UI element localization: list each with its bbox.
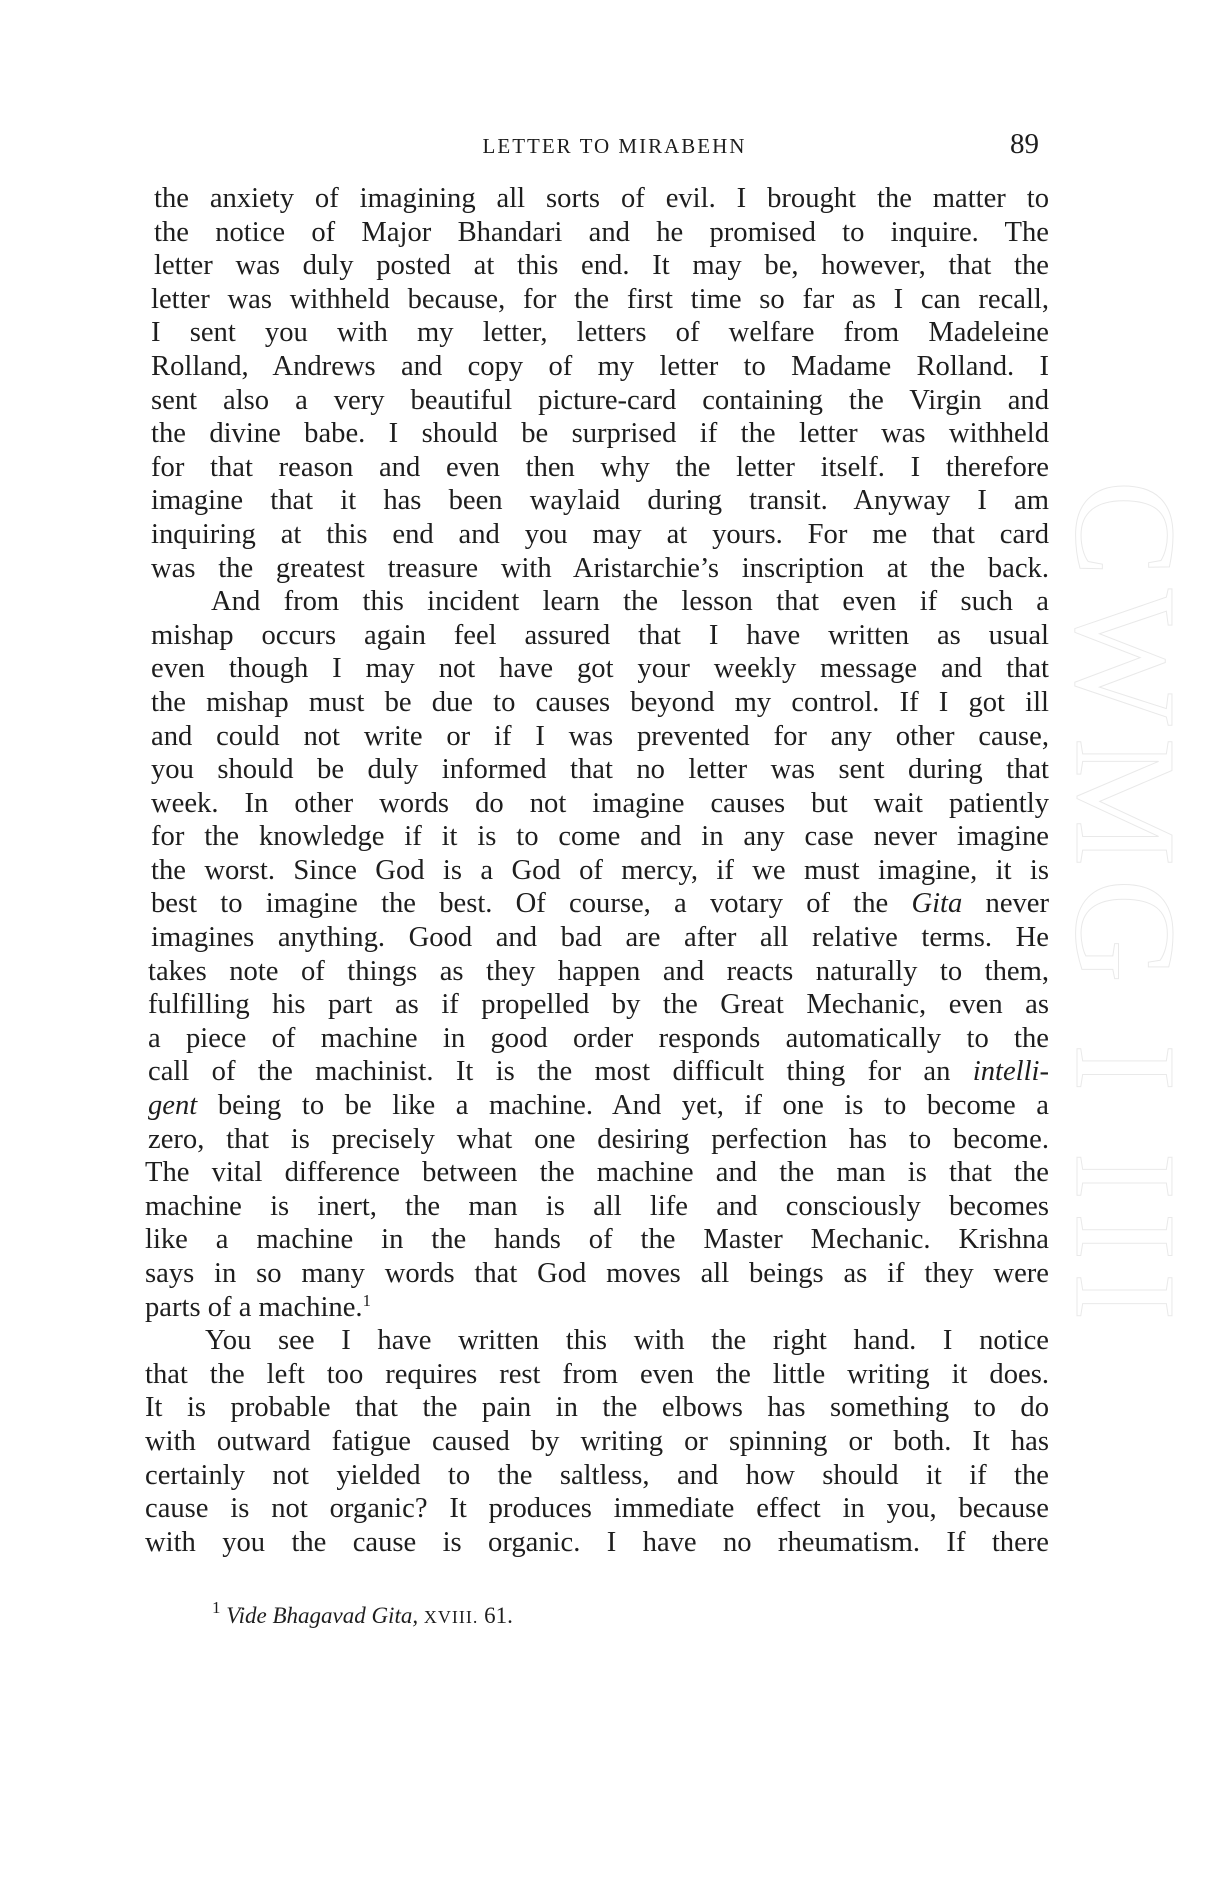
text-line [151, 887, 1049, 921]
text-line: week. In other words do not imagine causes but wait patiently [151, 787, 1049, 819]
page-number: 89 [1010, 128, 1039, 160]
text-line: the mishap must be due to causes beyond my control. If I got ill [151, 686, 1049, 718]
italic-term: gent [148, 1090, 198, 1122]
text-segment: never [985, 888, 1050, 920]
text-line: the anxiety of imagining all sorts of evil. I brought the matter to [154, 183, 1049, 214]
text-line: and could not write or if I was prevented for any other cause, [151, 720, 1049, 752]
text-line: zero, that is precisely what one desiring perfection has to become. [148, 1123, 1049, 1155]
text-segment: best to imagine the best. Of course, a votary of the [151, 888, 889, 920]
text-line: letter was withheld because, for the first time so far as I can recall, [151, 283, 1049, 315]
text-line: says in so many words that God moves all beings as if they were [145, 1258, 1049, 1289]
text-line: that the left too requires rest from even the little writing it does. [145, 1358, 1049, 1390]
text-line: imagines anything. Good and bad are after all relative terms. He [151, 922, 1049, 954]
text-line: machine is inert, the man is all life and consciously becomes [145, 1190, 1049, 1222]
text-line: the divine babe. I should be surprised if the letter was withheld [151, 418, 1049, 450]
text-segment: parts of a machine. [145, 1291, 363, 1323]
text-line: imagine that it has been waylaid during transit. Anyway I am [151, 485, 1049, 517]
text-line: certainly not yielded to the saltless, and how should it if the [145, 1459, 1049, 1491]
text-line: you should be duly informed that no letter was sent during that [151, 754, 1049, 786]
text-line: inquiring at this end and you may at yours. For me that card [151, 518, 1049, 550]
footnote-verse: 61. [484, 1603, 513, 1628]
text-line [148, 1055, 1049, 1089]
running-header: LETTER TO MIRABEHN [482, 134, 747, 158]
footnote-reference[interactable]: 1 [362, 1290, 372, 1310]
text-line: sent also a very beautiful picture-card containing the Virgin and [151, 384, 1049, 416]
text-line: takes note of things as they happen and reacts naturally to them, [148, 955, 1049, 987]
text-line: Rolland, Andrews and copy of my letter to Madame Rolland. I [151, 350, 1049, 382]
text-line [148, 1089, 1049, 1123]
text-line: the worst. Since God is a God of mercy, if we must imagine, it is [151, 854, 1049, 886]
text-line [145, 1291, 1049, 1325]
text-line: fulfilling his part as if propelled by the Great Mechanic, even as [148, 989, 1049, 1021]
watermark [1045, 480, 1228, 1380]
footnote-book: XVIII. [423, 1607, 479, 1627]
text-line: with outward fatigue caused by writing or spinning or both. It has [145, 1425, 1049, 1457]
text-line: for that reason and even then why the letter itself. I therefore [151, 451, 1049, 483]
text-line: cause is not organic? It produces immediate effect in you, because [145, 1493, 1049, 1525]
text-line: a piece of machine in good order responds automatically to the [148, 1022, 1049, 1054]
text-line: The vital difference between the machine and the man is that the [145, 1157, 1049, 1189]
footnote-title: Vide Bhagavad Gita, [226, 1603, 419, 1628]
body-text [145, 182, 1050, 1559]
text-line: the notice of Major Bhandari and he promised to inquire. The [154, 216, 1049, 248]
text-line: like a machine in the hands of the Master Mechanic. Krishna [145, 1224, 1049, 1256]
text-line: It is probable that the pain in the elbows has something to do [145, 1392, 1049, 1424]
text-segment: being to be like a machine. And yet, if one is to become a [217, 1090, 1049, 1122]
text-segment: call of the machinist. It is the most difficult thing for an [148, 1056, 951, 1088]
footnote-marker: 1 [212, 1598, 221, 1617]
text-line: I sent you with my letter, letters of welfare from Madeleine [151, 317, 1049, 349]
paragraph-first-line: And from this incident learn the lesson that even if such a [211, 586, 1049, 618]
footnote [212, 1598, 513, 1629]
italic-term: Gita [911, 888, 963, 920]
paragraph-first-line: You see I have written this with the right hand. I notice [205, 1325, 1049, 1357]
text-line: with you the cause is organic. I have no rheumatism. If there [145, 1526, 1049, 1558]
text-line: even though I may not have got your weekly message and that [151, 653, 1049, 685]
watermark-text: CWMG I III [1045, 480, 1205, 1333]
text-line: was the greatest treasure with Aristarchie’s inscription at the back. [151, 552, 1049, 584]
italic-term: intelli- [972, 1056, 1049, 1088]
text-line: for the knowledge if it is to come and in any case never imagine [151, 821, 1049, 853]
text-line: mishap occurs again feel assured that I have written as usual [151, 619, 1049, 651]
text-line: letter was duly posted at this end. It may be, however, that the [154, 250, 1049, 282]
